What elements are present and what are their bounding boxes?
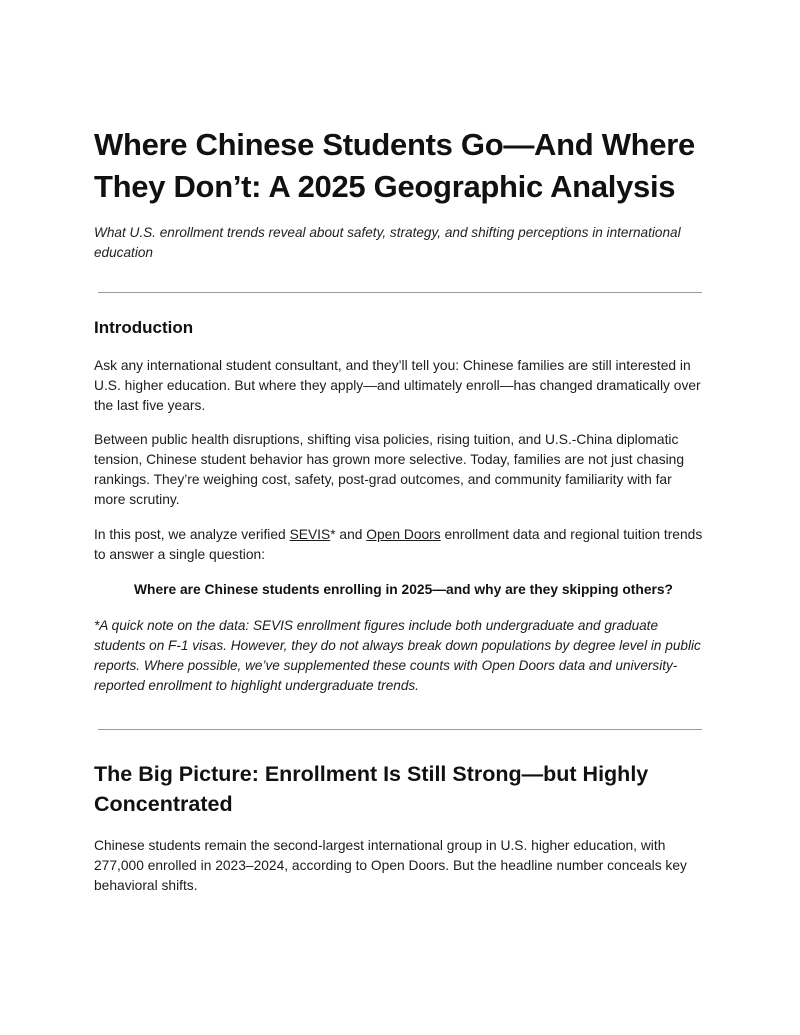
open-doors-link[interactable]: Open Doors [366,527,441,542]
paragraph-text: enrollment data and regional tuition trends to answer a single question: [94,527,703,562]
introduction-section [94,318,706,338]
introduction-heading: Introduction [94,318,194,337]
section-divider [98,729,702,730]
big-picture-paragraph-wrap [94,836,706,896]
big-picture-section [94,759,706,819]
big-picture-heading: The Big Picture: Enrollment Is Still Strong—but Highly Concentrated [94,762,649,816]
data-note: *A quick note on the data: SEVIS enrollment figures include both undergraduate and graduate students on F-1 visas. However, they do not always break down populations by degree level in public reports. Where possible, we’ve supplemented these counts with Open Doors data and university-reported enrollment to highlight undergraduate trends. [94,618,701,693]
paragraph-text: * and [330,527,367,542]
sevis-link[interactable]: SEVIS [289,527,331,542]
key-question: Where are Chinese students enrolling in 2025—and why are they skipping others? [134,582,673,597]
big-picture-paragraph: Chinese students remain the second-largest international group in U.S. higher education, with 277,000 enrolled in 2023–2024, according to Open Doors. But the headline number conceals key behavioral shifts. [94,838,687,893]
introduction-paragraph: Between public health disruptions, shifting visa policies, rising tuition, and U.S.-China diplomatic tension, Chinese student behavior has grown more selective. Today, families are not just chasing rankings. They’re weighing cost, safety, post-grad outcomes, and community familiarity with far more scrutiny. [94,432,685,507]
introduction-paragraph-2-wrap [94,430,706,510]
introduction-paragraph [94,525,706,565]
article-subtitle: What U.S. enrollment trends reveal about safety, strategy, and shifting perceptions in international education [94,225,681,260]
introduction-paragraph-3-wrap [94,525,706,565]
article-title: Where Chinese Students Go—And Where They Don’t: A 2025 Geographic Analysis [94,127,695,204]
article-subtitle-wrap [94,223,706,263]
introduction-paragraph: Ask any international student consultant, and they’ll tell you: Chinese families are still interested in U.S. higher education. But where they apply—and ultimately enroll—has changed dramatically over the last five years. [94,358,701,413]
data-note-wrap [94,616,706,696]
article-header [94,124,706,208]
introduction-paragraph-1-wrap [94,356,706,416]
key-question-wrap [94,580,706,600]
paragraph-text: In this post, we analyze verified [94,527,290,542]
section-divider [98,292,702,293]
